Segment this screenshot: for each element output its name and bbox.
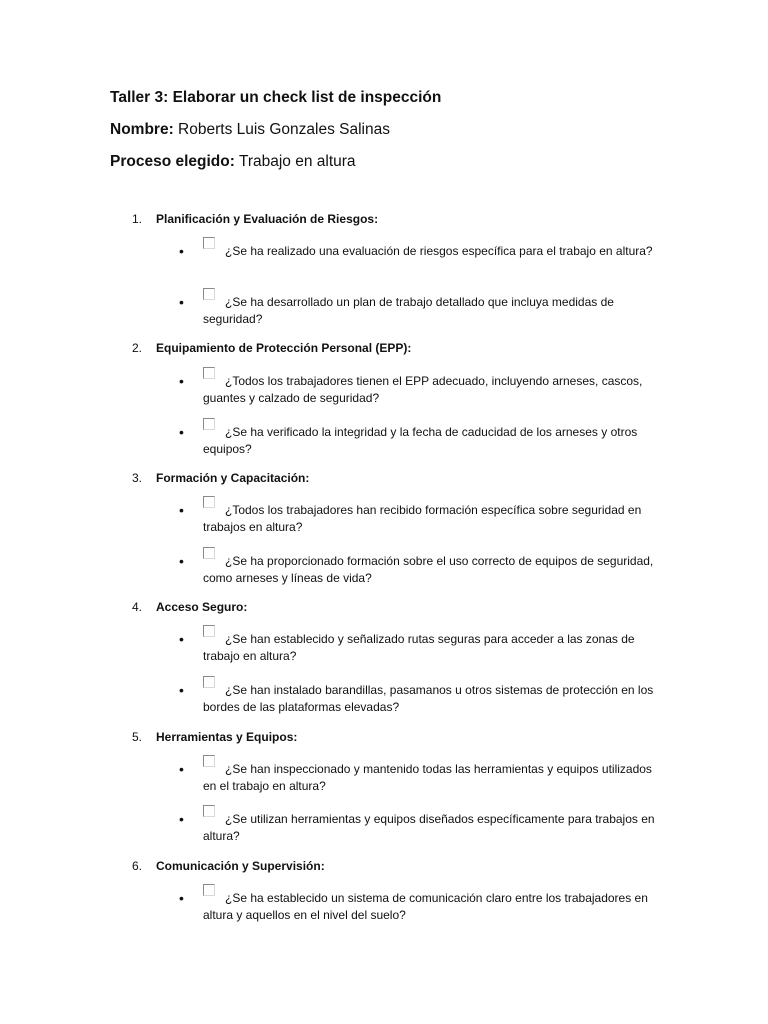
name-value: Roberts Luis Gonzales Salinas: [178, 121, 390, 138]
section-number: 2.: [132, 341, 143, 355]
section-title: [132, 599, 247, 615]
checklist-question: ¿Se ha establecido un sistema de comunicación claro entre los trabajadores en altura y aquellos en el nivel del suelo?: [203, 891, 648, 922]
section-title-text: Planificación y Evaluación de Riesgos:: [156, 212, 379, 226]
checklist-question: ¿Se han instalado barandillas, pasamanos u otros sistemas de protección en los bordes de las plataformas elevadas?: [203, 683, 654, 714]
checklist-question: ¿Se han inspeccionado y mantenido todas las herramientas y equipos utilizados en el trabajo en altura?: [203, 762, 652, 793]
checklist-item-text: [203, 890, 663, 924]
bullet-icon: •: [179, 373, 184, 389]
process-label: Proceso elegido:: [110, 153, 235, 170]
checklist-item-text: [203, 294, 663, 328]
checklist-question: ¿Se ha desarrollado un plan de trabajo detallado que incluya medidas de seguridad?: [203, 295, 614, 326]
bullet-icon: •: [179, 631, 184, 647]
bullet-icon: •: [179, 424, 184, 440]
checklist-question: ¿Todos los trabajadores tienen el EPP adecuado, incluyendo arneses, cascos, guantes y calzado de seguridad?: [203, 374, 643, 405]
checklist-question: ¿Se ha realizado una evaluación de riesgos específica para el trabajo en altura?: [225, 244, 653, 258]
bullet-icon: •: [179, 294, 184, 310]
section-title-text: Herramientas y Equipos:: [156, 730, 298, 744]
bullet-icon: •: [179, 890, 184, 906]
section-number: 6.: [132, 859, 143, 873]
section-number: 3.: [132, 471, 143, 485]
checklist-item-text: [203, 553, 663, 587]
checklist-question: ¿Se ha proporcionado formación sobre el uso correcto de equipos de seguridad, como arneses y líneas de vida?: [203, 554, 654, 585]
section-title: [132, 211, 378, 227]
bullet-icon: •: [179, 761, 184, 777]
document-title: Taller 3: Elaborar un check list de inspección: [110, 89, 442, 106]
process-line: [110, 152, 356, 172]
section-title: [132, 470, 309, 486]
bullet-icon: •: [179, 502, 184, 518]
checklist-item-text: [203, 424, 663, 458]
checklist-question: ¿Todos los trabajadores han recibido formación específica sobre seguridad en trabajos en altura?: [203, 503, 642, 534]
section-title: [132, 858, 325, 874]
section-title: [132, 729, 297, 745]
checklist-item-text: [203, 631, 663, 665]
section-title-text: Equipamiento de Protección Personal (EPP):: [156, 341, 412, 355]
checklist-item-text: [203, 682, 663, 716]
checklist-item-text: [203, 373, 663, 407]
checklist-question: ¿Se utilizan herramientas y equipos diseñados específicamente para trabajos en altura?: [203, 812, 655, 843]
checklist-item-text: [203, 502, 663, 536]
checklist-question: ¿Se han establecido y señalizado rutas seguras para acceder a las zonas de trabajo en altura?: [203, 632, 635, 663]
checklist-item-text: [203, 243, 663, 260]
section-title-text: Acceso Seguro:: [156, 600, 248, 614]
section-number: 5.: [132, 730, 143, 744]
section-title-text: Comunicación y Supervisión:: [156, 859, 325, 873]
section-number: 1.: [132, 212, 143, 226]
bullet-icon: •: [179, 553, 184, 569]
bullet-icon: •: [179, 243, 184, 259]
checklist-item-text: [203, 761, 663, 795]
bullet-icon: •: [179, 682, 184, 698]
section-title: [132, 340, 411, 356]
name-line: [110, 120, 390, 140]
bullet-icon: •: [179, 811, 184, 827]
process-value: Trabajo en altura: [238, 153, 356, 170]
checklist-item-text: [203, 811, 663, 845]
checklist-question: ¿Se ha verificado la integridad y la fecha de caducidad de los arneses y otros equipos?: [203, 425, 638, 456]
section-number: 4.: [132, 600, 143, 614]
section-title-text: Formación y Capacitación:: [156, 471, 310, 485]
name-label: Nombre:: [110, 121, 174, 138]
